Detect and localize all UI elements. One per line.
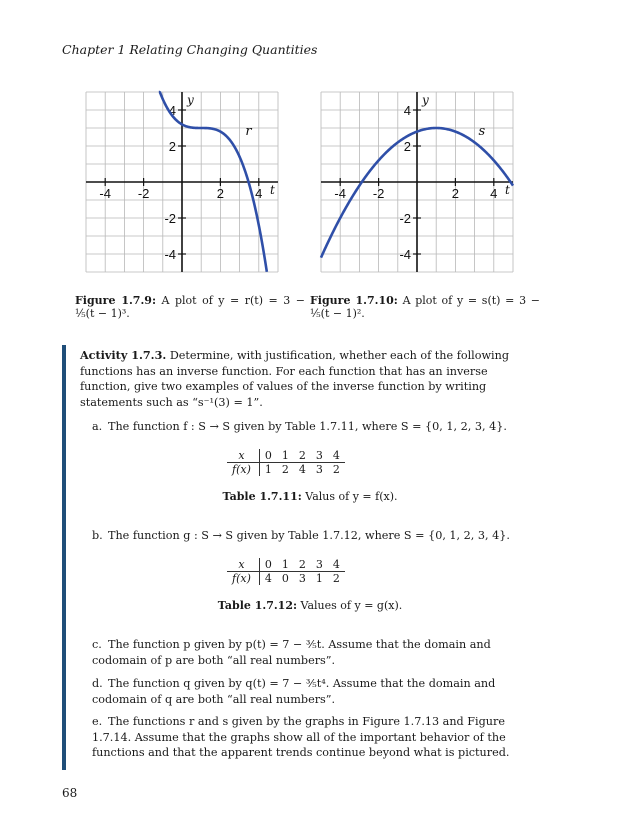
table-cell: 3	[311, 558, 328, 572]
table-caption-label: Table 1.7.11:	[222, 490, 302, 503]
x-tick-label: 2	[451, 186, 460, 201]
table-cell: 0	[259, 558, 277, 572]
x-tick-label: -2	[372, 186, 385, 201]
item-text: The function q given by q(t) = 7 − ⅗t⁴. Assume that the domain and codomain of q are both “all real numbers”.	[92, 677, 496, 706]
x-tick-label: -4	[99, 186, 111, 201]
graph-s	[317, 88, 517, 276]
x-tick-label: 2	[216, 186, 225, 201]
y-tick-label: -4	[164, 247, 176, 262]
table-caption-text: Valus of y = f(x).	[305, 490, 398, 503]
x-tick-label: 4	[490, 186, 498, 201]
table-cell: 0	[259, 449, 277, 463]
y-tick-label: 2	[168, 139, 176, 154]
graph-r	[82, 88, 282, 276]
y-tick-label: -2	[164, 211, 176, 226]
x-axis-label: t	[270, 183, 275, 197]
activity-label: Activity 1.7.3.	[80, 348, 167, 362]
y-axis-label: y	[187, 93, 194, 107]
caption-text: A plot of y = r(t) = 3 − ⅕(t − 1)³.	[75, 294, 305, 320]
curve-label: r	[245, 124, 252, 140]
table-cell: 0	[281, 572, 289, 585]
table-cell: 1	[315, 572, 323, 585]
table-cell: 4	[328, 449, 345, 463]
table-row-label: x	[227, 449, 259, 463]
x-tick-label: 4	[255, 186, 263, 201]
table-caption-label: Table 1.7.12:	[217, 599, 298, 612]
table-cell: 4	[264, 572, 272, 585]
table-cell: 2	[281, 463, 289, 476]
activity-intro-text: Determine, with justification, whether each of the following functions has an inverse function. For each function that has an inverse function, give two examples of values of the inverse function by writing statements such as “s⁻¹(3) = 1”.	[80, 349, 509, 409]
activity-item-b	[92, 528, 520, 544]
item-text: The function f : S → S given by Table 1.7.11, where S = {0, 1, 2, 3, 4}.	[108, 420, 507, 433]
table-cell: 4	[298, 463, 306, 476]
activity-item-d	[92, 676, 520, 707]
caption-label: Figure 1.7.10:	[310, 294, 398, 307]
activity-item-a	[92, 419, 520, 435]
curve-label: s	[478, 124, 486, 140]
item-letter: a.	[92, 420, 103, 433]
activity-sidebar-bar	[62, 345, 66, 770]
figure-s-plot	[317, 88, 517, 276]
figure-caption-s	[310, 294, 540, 320]
page-number: 68	[62, 786, 78, 800]
y-tick-label: -2	[399, 211, 411, 226]
table-cell: 1	[277, 558, 294, 572]
item-letter: e.	[92, 715, 103, 728]
y-tick-label: 4	[403, 103, 411, 118]
y-axis-label: y	[422, 93, 429, 107]
table-cell: 3	[298, 572, 306, 585]
table-cell: 3	[315, 463, 323, 476]
item-letter: c.	[92, 638, 102, 651]
y-tick-label: 2	[403, 139, 411, 154]
y-tick-label: -4	[399, 247, 411, 262]
activity-intro	[80, 348, 520, 410]
item-text: The function g : S → S given by Table 1.7.12, where S = {0, 1, 2, 3, 4}.	[108, 529, 510, 542]
table-row-label: f(x)	[227, 463, 259, 477]
activity-item-e	[92, 714, 520, 761]
table-row-label: f(x)	[227, 572, 259, 586]
table-cell: 2	[332, 572, 340, 585]
x-tick-label: -4	[334, 186, 346, 201]
chapter-header: Chapter 1 Relating Changing Quantities	[62, 42, 318, 57]
table-row-label: x	[227, 558, 259, 572]
x-axis-label: t	[505, 183, 510, 197]
table-cell: 4	[328, 558, 345, 572]
table-cell: 2	[294, 449, 311, 463]
caption-label: Figure 1.7.9:	[75, 294, 156, 307]
item-letter: d.	[92, 677, 103, 690]
table-cell: 3	[311, 449, 328, 463]
item-text: The functions r and s given by the graphs in Figure 1.7.13 and Figure 1.7.14. Assume that the graphs show all of the important behavior of the functions and that the apparent trends continue beyond what is pictured.	[92, 715, 510, 759]
table-f	[227, 449, 345, 476]
caption-text: A plot of y = s(t) = 3 − ⅕(t − 1)².	[310, 294, 541, 320]
table-caption-f	[160, 490, 460, 503]
figure-caption-r	[75, 294, 305, 320]
table-cell: 2	[294, 558, 311, 572]
table-caption-g	[160, 599, 460, 612]
x-tick-label: -2	[137, 186, 150, 201]
table-cell: 2	[332, 463, 340, 476]
item-text: The function p given by p(t) = 7 − ⅗t. Assume that the domain and codomain of p are both “all real numbers”.	[92, 638, 491, 667]
figure-r-plot	[82, 88, 282, 276]
y-tick-label: 4	[168, 103, 176, 118]
table-cell: 1	[264, 463, 272, 476]
table-cell: 1	[277, 449, 294, 463]
item-letter: b.	[92, 529, 103, 542]
activity-item-c	[92, 637, 520, 668]
table-caption-text: Values of y = g(x).	[300, 599, 403, 612]
table-g	[227, 558, 345, 585]
